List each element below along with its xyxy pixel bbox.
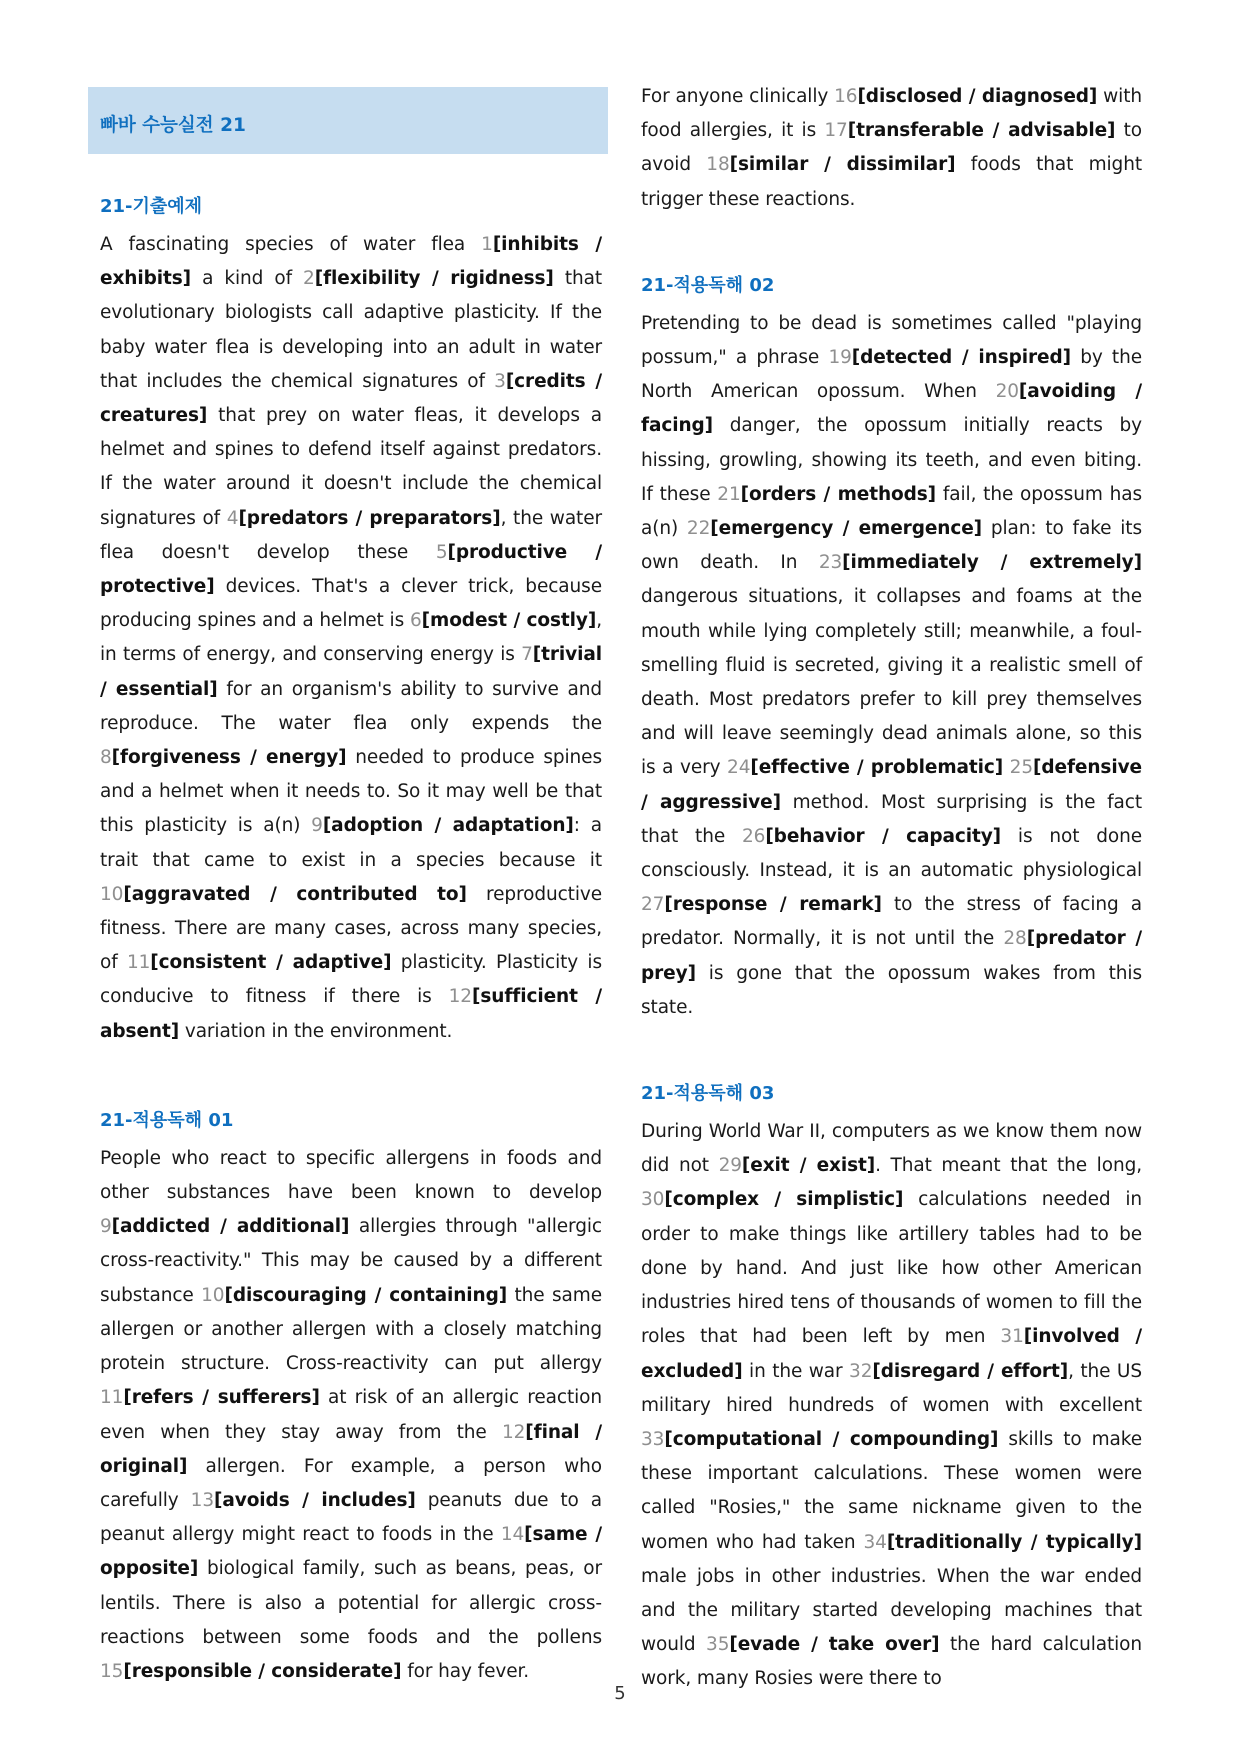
- question-number: 33: [641, 1428, 665, 1450]
- text-run: foods that might trigger these reactions.: [641, 154, 1142, 210]
- answer-choice: [productive / protective]: [100, 541, 602, 598]
- answer-choice: [emergency / emergence]: [710, 518, 983, 540]
- answer-choice: [evade / take over]: [729, 1634, 940, 1656]
- text-run: by the North American opossum. When: [641, 347, 1142, 403]
- answer-choice: [effective / problematic]: [750, 757, 1004, 779]
- text-run: needed to produce spines and a helmet when it needs to. So it may well be that this plasticity is a(n): [100, 747, 602, 837]
- question-number: 9: [100, 1216, 112, 1238]
- question-number: 7: [521, 644, 533, 666]
- question-number: 31: [1000, 1326, 1024, 1348]
- text-run: . That meant that the long,: [875, 1155, 1142, 1177]
- right-column: [641, 87, 1142, 1697]
- answer-choice: [same / opposite]: [100, 1524, 602, 1580]
- section-applied-01-continued: [641, 80, 1142, 217]
- answer-choice: [responsible / considerate]: [123, 1660, 402, 1682]
- question-number: 23: [818, 552, 843, 574]
- question-number: 6: [409, 610, 422, 632]
- question-number: 30: [641, 1189, 665, 1211]
- answer-choice: [response / remark]: [664, 894, 882, 916]
- text-run: People who react to specific allergens in foods and other substances have been known to develop: [100, 1147, 602, 1204]
- answer-choice: [immediately / extremely]: [842, 552, 1142, 574]
- text-run: allergen. For example, a person who carefully: [100, 1455, 602, 1511]
- question-number: 11: [100, 1387, 124, 1409]
- text-run: Pretending to be dead is sometimes called "playing possum," a phrase: [641, 312, 1142, 369]
- text-run: for hay fever.: [401, 1660, 530, 1682]
- text-run: For anyone clinically: [641, 86, 835, 107]
- answer-choice: [adoption / adaptation]: [322, 815, 574, 837]
- answer-choice: [sufficient / absent]: [100, 986, 603, 1042]
- section-applied-01: [100, 1107, 602, 1689]
- question-number: 11: [126, 952, 151, 974]
- question-number: 12: [501, 1421, 526, 1443]
- question-number: 21: [717, 483, 741, 505]
- question-number: 9: [311, 815, 323, 837]
- text-run: peanuts due to a peanut allergy might react to foods in the: [100, 1489, 602, 1546]
- text-run: During World War II, computers as we know them now did not: [641, 1121, 1142, 1177]
- answer-choice: [trivial / essential]: [100, 644, 602, 700]
- question-number: 12: [448, 986, 472, 1008]
- question-number: 1: [481, 234, 493, 255]
- answer-choice: [flexibility / rigidness]: [314, 268, 554, 290]
- text-run: for an organism's ability to survive and reproduce. The water flea only expends the: [100, 678, 602, 734]
- text-run: is not done consciously. Instead, it is an automatic physiological: [641, 825, 1142, 882]
- text-run: variation in the environment.: [179, 1020, 453, 1042]
- answer-choice: [defensive / aggressive]: [641, 757, 1142, 813]
- text-run: , the water flea doesn't develop these: [100, 507, 602, 563]
- question-number: 26: [741, 825, 766, 847]
- question-number: 29: [718, 1155, 742, 1177]
- question-number: 2: [303, 268, 315, 290]
- answer-choice: [complex / simplistic]: [664, 1189, 904, 1211]
- text-run: the hard calculation work, many Rosies were there to: [641, 1634, 1143, 1690]
- answer-choice: [predators / preparators]: [238, 507, 501, 529]
- answer-choice: [consistent / adaptive]: [150, 952, 392, 974]
- text-run: , in terms of energy, and conserving energy is: [100, 610, 602, 666]
- question-number: 34: [863, 1531, 887, 1553]
- section-title: 21-적용독해 03: [641, 1083, 775, 1105]
- answer-choice: [involved / excluded]: [641, 1326, 1142, 1382]
- question-number: 24: [727, 757, 751, 779]
- question-number: 8: [100, 747, 112, 769]
- answer-choice: [detected / inspired]: [851, 347, 1071, 369]
- question-number: 27: [641, 894, 665, 916]
- question-number: 32: [849, 1360, 873, 1382]
- text-run: : a trait that came to exist in a species because it: [100, 815, 603, 871]
- question-number: 25: [1009, 757, 1034, 779]
- text-run: skills to make these important calculations. These women were called "Rosies," the same nickname given to the women who had taken: [641, 1428, 1142, 1553]
- answer-choice: [similar / dissimilar]: [729, 154, 956, 176]
- text-run: reproductive fitness. There are many cases, across many species, of: [100, 883, 602, 974]
- answer-choice: [disregard / effort]: [872, 1360, 1069, 1382]
- question-number: 20: [995, 381, 1019, 403]
- answer-choice: [discouraging / containing]: [224, 1284, 508, 1306]
- passage-text: [641, 1115, 1142, 1696]
- answer-choice: [orders / methods]: [740, 483, 937, 505]
- text-run: plasticity. Plasticity is conducive to fitness if there is: [100, 952, 602, 1008]
- text-run: A fascinating species of water flea: [100, 234, 482, 255]
- question-number: 4: [226, 507, 239, 529]
- question-number: 35: [706, 1634, 730, 1656]
- text-run: in the war: [742, 1360, 850, 1382]
- question-number: 15: [100, 1660, 124, 1682]
- text-run: [1003, 757, 1010, 778]
- answer-choice: [avoids / includes]: [214, 1489, 416, 1511]
- question-number: 10: [100, 883, 124, 905]
- section-applied-03: [641, 1080, 1142, 1696]
- answer-choice: [aggravated / contributed to]: [123, 883, 467, 905]
- text-run: dangerous situations, it collapses and foams at the mouth while lying completely still; meanwhile, a foul-smelling fluid is secreted, giving it a realistic smell of death. Most predators prefer to kill prey themselves and will leave seemingly dead animals alone, so this is a very: [641, 586, 1142, 779]
- passage-text: [641, 80, 1142, 217]
- answer-choice: [traditionally / typically]: [886, 1531, 1142, 1553]
- question-number: 13: [190, 1489, 214, 1511]
- section-title: 21-적용독해 01: [100, 1109, 234, 1131]
- passage-text: [641, 307, 1142, 1025]
- answer-choice: [avoiding / facing]: [641, 381, 1142, 437]
- text-run: to avoid: [641, 120, 1143, 176]
- answer-choice: [transferable / advisable]: [847, 120, 1116, 142]
- text-run: the same allergen or another allergen with a closely matching protein structure. Cross-reactivity can put allergy: [100, 1284, 602, 1375]
- text-run: fail, the opossum has a(n): [641, 483, 1142, 540]
- answer-choice: [predator / prey]: [641, 928, 1142, 984]
- answer-choice: [forgiveness / energy]: [111, 747, 347, 769]
- passage-text: [100, 228, 602, 1049]
- text-run: calculations needed in order to make things like artillery tables had to be done by hand. And just like how other American industries hired tens of thousands of women to fill the roles that had been left by men: [641, 1189, 1142, 1348]
- section-applied-02: [641, 272, 1142, 1025]
- text-run: biological family, such as beans, peas, or lentils. There is also a potential for allergic cross-reactions between some foods and the pollens: [100, 1558, 602, 1648]
- text-run: at risk of an allergic reaction even when they stay away from the: [100, 1387, 602, 1443]
- text-run: devices. That's a clever trick, because producing spines and a helmet is: [100, 576, 602, 632]
- question-number: 16: [834, 86, 858, 107]
- text-run: allergies through "allergic cross-reactivity." This may be caused by a different substance: [100, 1216, 602, 1306]
- answer-choice: [disclosed / diagnosed]: [857, 86, 1098, 107]
- page-number: 5: [614, 1683, 626, 1704]
- question-number: 22: [686, 518, 711, 540]
- answer-choice: [inhibits / exhibits]: [100, 234, 603, 290]
- text-run: a kind of: [191, 268, 304, 290]
- answer-choice: [behavior / capacity]: [765, 825, 1002, 847]
- question-number: 10: [201, 1284, 225, 1306]
- question-number: 17: [824, 120, 848, 142]
- answer-choice: [final / original]: [100, 1421, 602, 1477]
- text-run: to the stress of facing a predator. Normally, it is not until the: [641, 894, 1142, 950]
- text-run: with food allergies, it is: [641, 86, 1142, 142]
- answer-choice: [refers / sufferers]: [123, 1387, 320, 1409]
- question-number: 3: [494, 370, 506, 392]
- section-gichul: [100, 193, 602, 1049]
- text-run: that evolutionary biologists call adaptive plasticity. If the baby water flea is developing into an adult in water that includes the chemical signatures of: [100, 268, 602, 392]
- question-number: 5: [435, 541, 448, 563]
- text-run: plan: to fake its own death. In: [641, 518, 1142, 574]
- text-run: is gone that the opossum wakes from this state.: [641, 962, 1142, 1018]
- answer-choice: [exit / exist]: [741, 1155, 876, 1177]
- answer-choice: [credits / creatures]: [100, 370, 603, 427]
- passage-text: [100, 1142, 602, 1689]
- answer-choice: [computational / compounding]: [664, 1428, 999, 1450]
- question-number: 28: [1003, 928, 1027, 950]
- question-number: 14: [500, 1524, 525, 1546]
- answer-choice: [modest / costly]: [421, 610, 597, 632]
- text-run: method. Most surprising is the fact that the: [641, 791, 1142, 847]
- text-run: that prey on water fleas, it develops a helmet and spines to defend itself against predators. If the water around it doesn't include the chemical signatures of: [100, 405, 602, 529]
- text-run: danger, the opossum initially reacts by hissing, growling, showing its teeth, and even biting. If these: [641, 415, 1142, 505]
- section-title: 21-기출예제: [100, 196, 203, 217]
- header-title: 빠바 수능실전 21: [100, 115, 246, 136]
- section-title: 21-적용독해 02: [641, 274, 775, 296]
- text-run: male jobs in other industries. When the war ended and the military started developing machines that would: [641, 1565, 1142, 1656]
- question-number: 18: [706, 154, 730, 176]
- question-number: 19: [828, 347, 852, 369]
- answer-choice: [addicted / additional]: [111, 1216, 350, 1238]
- left-column: [100, 87, 602, 1689]
- text-run: , the US military hired hundreds of women with excellent: [641, 1360, 1142, 1416]
